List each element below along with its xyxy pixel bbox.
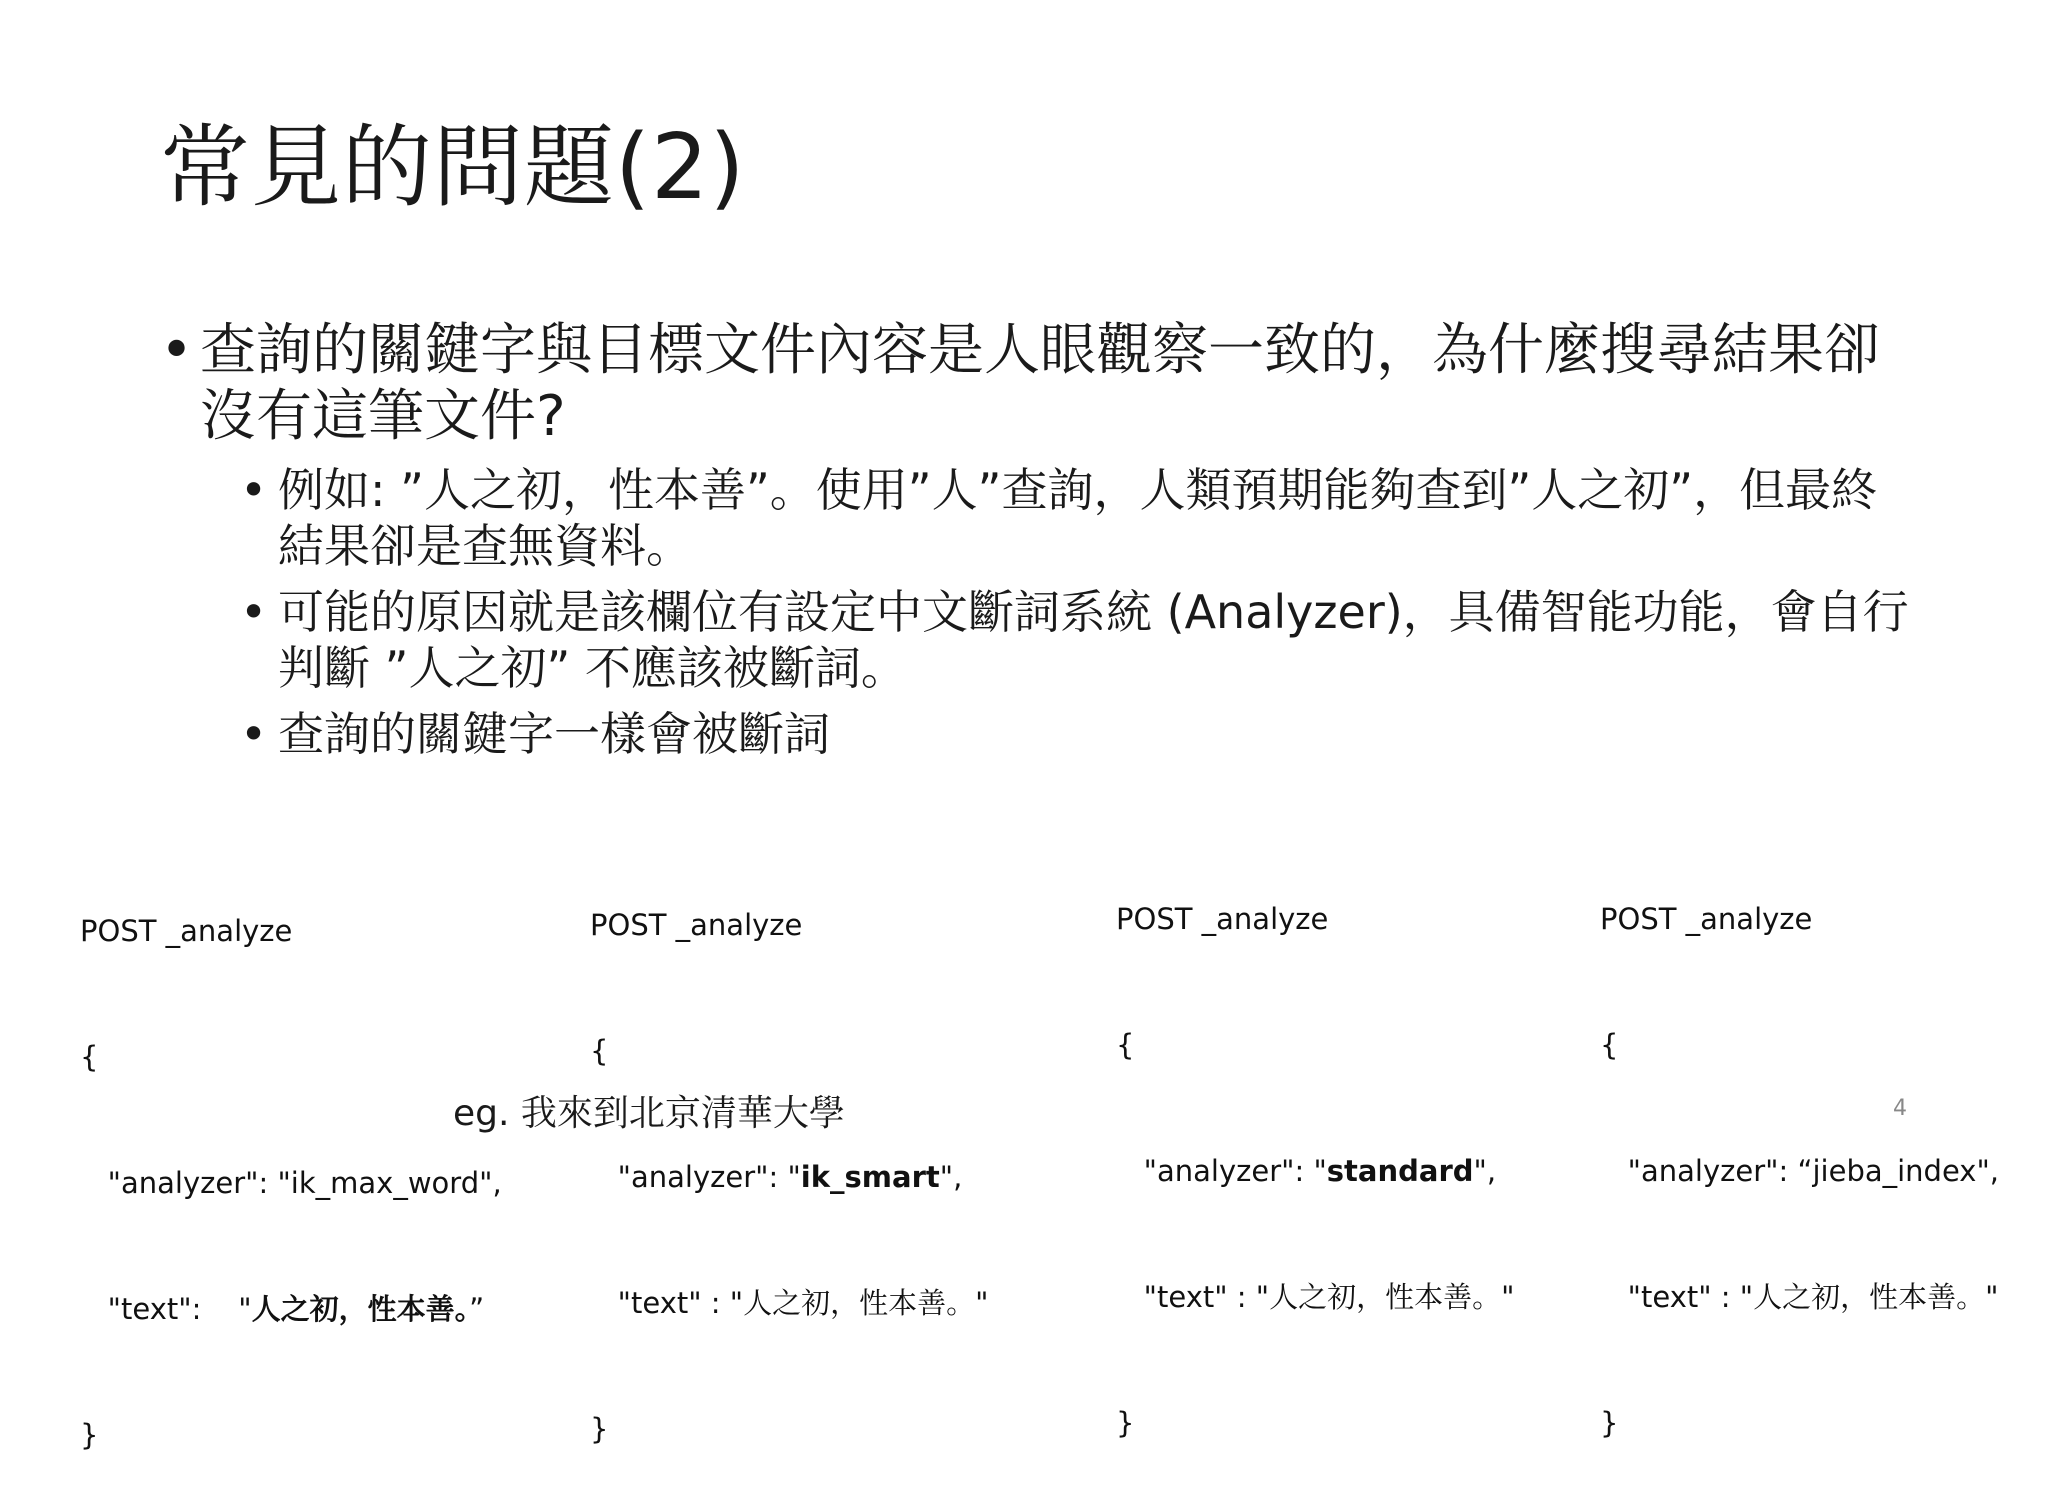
code-post-line: POST _analyze (1600, 902, 1813, 936)
code-analyzer-end: ", (479, 1166, 502, 1200)
code-block-ik-smart (590, 820, 988, 1492)
page-number: 4 (1893, 1096, 1907, 1121)
code-block-standard (1116, 814, 1514, 1486)
code-open-brace: { (590, 1034, 609, 1068)
code-text-end: ” (469, 1292, 485, 1326)
code-text-value: 人之初，性本善。 (1269, 1280, 1502, 1314)
code-text-value: 人之初，性本善。 (743, 1286, 976, 1320)
code-post-line: POST _analyze (590, 908, 803, 942)
code-analyzer-line (590, 1156, 988, 1198)
code-text-key: "text": " (80, 1292, 252, 1326)
code-analyzer-key: "analyzer": " (590, 1160, 801, 1194)
code-text-end: " (1985, 1280, 1999, 1314)
code-analyzer-end: ", (1473, 1154, 1497, 1188)
code-analyzer-value: ik_smart (800, 1160, 940, 1194)
code-open-brace: { (80, 1040, 99, 1074)
code-text-line (1600, 1276, 1999, 1318)
code-text-end: " (1501, 1280, 1515, 1314)
code-open-brace: { (1116, 1028, 1135, 1062)
code-analyzer-end: ", (939, 1160, 963, 1194)
code-post-line: POST _analyze (1116, 902, 1329, 936)
code-post-line: POST _analyze (80, 914, 293, 948)
sub-bullet-example: • 例如: ”人之初，性本善”。使用”人”查詢，人類預期能夠查到”人之初”，但最終結果卻是查無資料。 (240, 462, 1920, 574)
code-close-brace: } (1116, 1406, 1135, 1440)
code-text-value: 人之初，性本善。 (1753, 1280, 1986, 1314)
code-open-brace: { (1600, 1028, 1619, 1062)
code-close-brace: } (80, 1418, 99, 1452)
code-analyzer-line (80, 1162, 502, 1204)
code-close-brace: } (590, 1412, 609, 1446)
code-text-key: "text" : " (590, 1286, 744, 1320)
bullet-main (160, 318, 1920, 762)
code-text-line (590, 1282, 988, 1324)
code-text-end: " (975, 1286, 989, 1320)
code-text-value: 人之初，性本善。 (251, 1292, 470, 1326)
slide-title: 常見的問題(2) (160, 115, 746, 220)
bullet-main-text: 查詢的關鍵字與目標文件內容是人眼觀察一致的，為什麼搜尋結果卻沒有這筆文件? (200, 318, 1880, 449)
sub-bullet-list (200, 462, 1920, 762)
bullet-list (160, 318, 1920, 772)
code-block-ik-max-word (80, 826, 502, 1498)
code-close-brace: } (1600, 1406, 1619, 1440)
code-analyzer-key: "analyzer": “ (1600, 1154, 1813, 1188)
code-analyzer-line (1116, 1150, 1514, 1192)
code-block-jieba-index (1600, 814, 1999, 1486)
code-analyzer-key: "analyzer": " (80, 1166, 291, 1200)
code-analyzer-value: ik_max_word (290, 1166, 480, 1200)
code-analyzer-value: jieba_index (1812, 1154, 1977, 1188)
code-analyzer-key: "analyzer": " (1116, 1154, 1327, 1188)
example-sentence: eg. 我來到北京清華大學 (453, 1093, 845, 1134)
code-analyzer-line (1600, 1150, 1999, 1192)
code-text-key: "text" : " (1600, 1280, 1754, 1314)
code-text-line (80, 1288, 502, 1330)
code-text-key: "text" : " (1116, 1280, 1270, 1314)
sub-bullet-reason: • 可能的原因就是該欄位有設定中文斷詞系統 (Analyzer)，具備智能功能，會自行判斷 ”人之初” 不應該被斷詞。 (240, 584, 1920, 696)
code-analyzer-value: standard (1326, 1154, 1474, 1188)
sub-bullet-query: • 查詢的關鍵字一樣會被斷詞 (240, 706, 1920, 762)
code-text-line (1116, 1276, 1514, 1318)
code-analyzer-end: ", (1976, 1154, 2000, 1188)
